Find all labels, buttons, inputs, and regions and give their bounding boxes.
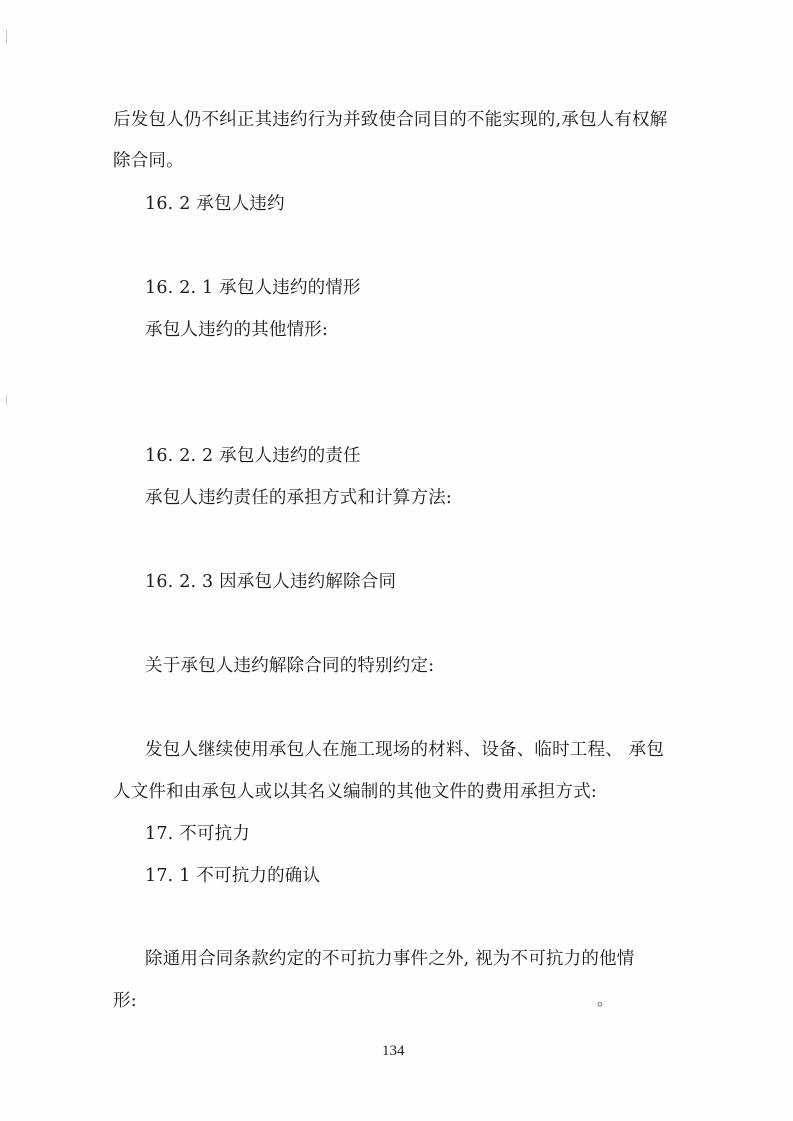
- paragraph-line: 人文件和由承包人或以其名义编制的其他文件的费用承担方式:: [113, 782, 597, 802]
- page-number: 134: [382, 1043, 405, 1059]
- section-heading: 16. 2. 2 承包人违约的责任: [145, 446, 361, 466]
- end-mark: 。: [597, 990, 614, 1009]
- paragraph-line: 关于承包人违约解除合同的特别约定:: [145, 656, 435, 676]
- section-heading: 16. 2. 3 因承包人违约解除合同: [145, 572, 397, 592]
- paragraph-line: 除通用合同条款约定的不可抗力事件之外, 视为不可抗力的他情: [145, 949, 635, 969]
- section-heading: 16. 2 承包人违约: [145, 194, 285, 214]
- section-heading: 17. 1 不可抗力的确认: [145, 866, 321, 886]
- paragraph-line: 发包人继续使用承包人在施工现场的材料、设备、临时工程、 承包: [145, 740, 665, 760]
- paragraph-line: 承包人违约责任的承担方式和计算方法:: [145, 488, 452, 508]
- paragraph-line: 后发包人仍不纠正其违约行为并致使合同目的不能实现的,承包人有权解: [113, 110, 668, 130]
- scan-artifact: [6, 395, 7, 405]
- section-heading: 16. 2. 1 承包人违约的情形: [145, 278, 361, 298]
- paragraph-line: 形:: [113, 991, 137, 1011]
- paragraph-line: 除合同。: [113, 151, 184, 171]
- paragraph-line: 承包人违约的其他情形:: [145, 320, 329, 340]
- scan-artifact: [6, 30, 7, 44]
- section-heading: 17. 不可抗力: [145, 824, 250, 844]
